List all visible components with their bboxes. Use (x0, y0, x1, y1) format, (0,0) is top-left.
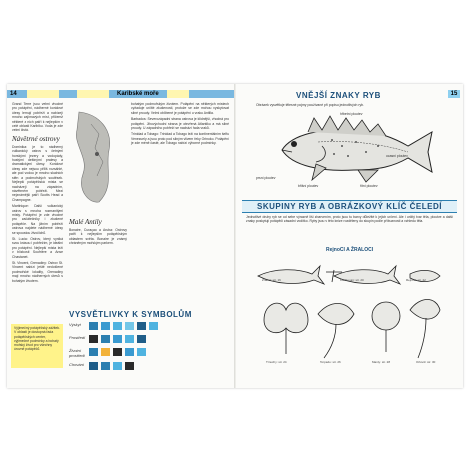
fish-label: břišní ploutev (298, 184, 319, 188)
body-paragraph: Trinidad a Tobago: Trinidad a Tobago leží na kontinentálním šelfu Venezuely a jsou proto pod silným vlivem řeky Orinoko. Potápění je zde méně časté, ale Tobago nabízí výborné podmínky. (131, 132, 229, 146)
legend-symbol-icon (113, 362, 122, 370)
legend-symbol-icon (137, 335, 146, 343)
legend-symbol-icon (101, 348, 110, 356)
legend-box-text: Výjimečný potápěčský zážitek. V oblasti je dostupná řada potápěčských center, výjimečné podmínky a bohatý mořský život pro všechny úrovně potápěčů. (14, 326, 60, 352)
legend-symbol-icon (101, 335, 110, 343)
body-paragraph: Martinique: Další vulkanický ostrov s mnoha rozmanitými místy. Potápění je zde vhodné pro začátečníky i zkušené potápěče. Na jižním pobřeží ostrova najdete nádherné útesy se spoustou živočichů. (12, 204, 63, 235)
left-page-number: 14 (10, 91, 17, 97)
fish-groups-illustrations (254, 254, 444, 364)
legend-symbol-icon (113, 348, 122, 356)
group-caption: Žraloci: str. 16 (262, 278, 281, 282)
section-heading: Návětrné ostrovy (12, 134, 60, 143)
body-paragraph: Grand Terre jsou velmi vhodné pro potápění, nádherné korálové útesy lemují pobřeží a nabízejí mnoho zajímavých míst, přičemž některé z nich patří k nejlepším v celé oblasti Karibiku. Voda je zde velmi čistá. (12, 102, 63, 133)
island-map-illustration (69, 104, 127, 210)
groups-subtitle: RejnoCI A ŽRALOCI (326, 247, 374, 253)
section-title-external-features: VNĚJŠÍ ZNAKY RYB (296, 91, 381, 100)
book-spread (7, 84, 463, 446)
legend-symbol-icon (89, 335, 98, 343)
fish-label: prsní ploutev (256, 176, 276, 180)
group-caption: Torpédo: str. 26 (320, 360, 341, 364)
body-paragraph: St. Vincent, Grenadiny: Ostrov St. Vincent nabízí ještě nedotčené podmořské lokality, Grenadiny mají mnoho nádherných útesů s bohatým životem. (12, 261, 63, 283)
section-title-fish-groups: SKUPINY RYB A OBRÁZKOVÝ KLÍČ ČELEDÍ (242, 200, 457, 213)
group-caption: Trnuchy: str. 24 (266, 360, 287, 364)
legend-symbol-icon (101, 322, 110, 330)
right-page (236, 84, 463, 388)
left-page-header-strip (7, 90, 234, 98)
legend-symbol-icon (101, 362, 110, 370)
body-paragraph: Barbados: Severozápadní strana ostrova je klidnější, vhodná pro potápění. Jihovýchodní strana je otevřená Atlantiku a má silné proudy. U západního pobřeží se nachází řada vraků. (131, 117, 229, 131)
left-text-column-3 (69, 216, 127, 246)
legend-symbol-icon (89, 348, 98, 356)
fish-label: hřbetní ploutev (340, 112, 363, 116)
legend-symbol-icon (113, 322, 122, 330)
body-paragraph: Bonaire, Curaçao a Aruba: Ostrovy patří k nejlepším potápěčským oblastem světa. Bonaire je známý chráněným mořským parkem. (69, 228, 127, 246)
fish-label: ocasní ploutev (386, 154, 408, 158)
legend-symbol-icon (113, 335, 122, 343)
left-text-column-1 (12, 102, 63, 283)
legend-row-label: Výskyt (69, 322, 81, 327)
legend-symbol-icon (89, 322, 98, 330)
legend-yellow-box (11, 324, 63, 368)
group-caption: Orlovití: str. 30 (416, 360, 436, 364)
legend-symbol-icon (125, 335, 134, 343)
right-page-number: 15 (448, 90, 460, 98)
body-paragraph: St. Lucia: Ostrov, který vyniká svou krásou i pobřežím, je ideální pro potápění. Nejlepší místa leží v blízkosti Soufrière a Anse Chastanet. (12, 236, 63, 259)
header-color-block (77, 90, 109, 98)
body-paragraph: bohatým podmořským životem. Potápění na některých místech vyžaduje určité zkušenosti, protože se zde mohou vyskytovat silné proudy. Velmi oblíbené je potápění u vraku Antilla. (131, 102, 229, 115)
section-heading: Malé Antily (69, 218, 102, 226)
legend-symbol-icon (125, 348, 134, 356)
legend-symbol-icon (137, 348, 146, 356)
legend-row-label: Chování (69, 362, 84, 367)
intro-text: Obrázek vysvětluje tělesné pojmy používané při popisu jednotlivých ryb. (256, 103, 364, 107)
legend-title: VYSVĚTLIVKY K SYMBOLŮM (69, 310, 192, 319)
legend-row-label: Životní prostředí (69, 348, 85, 358)
legend-symbol-icon (137, 322, 146, 330)
symbol-legend-table (69, 322, 181, 374)
legend-symbol-icon (125, 322, 134, 330)
running-title: Karibské moře (117, 91, 159, 97)
left-text-column-2 (131, 102, 229, 146)
group-caption: Rejnoci: str. 22 (406, 278, 426, 282)
left-page: 14 Karibské moře Grand Terre jsou velmi vhodné pro potápění, nádherné korálové útesy lemují pobřeží a nabízejí mnoho zajímavých míst, přičemž některé z nich patří k nejlepším v celé oblasti Karibiku. Voda je zde velmi čistá. Návětrné ostrovy Dominika: je to nádherný vulkanický ostrov s četnými horskými jezery a vodopády, hustými deštnými pralesy a dramatickými útesy. Korálové útesy zde nejsou příliš rozsáhlé, ale pod vodou je mnoho skalních stěn a podmořských soutěsek. Nejlepší potápěčská místa se nacházejí na západním, návětrném pobřeží. Mezi nejznámější patří Scotts Head a Champagne. Martinique: Další vulkanický ostrov s mnoha rozmanitými místy. Potápění je zde vhodné pro začátečníky i zkušené potápěče. Na jižním pobřeží ostrova najdete nádherné útesy se spoustou živočichů. St. Lucia: Ostrov, který vyniká svou krásou i pobřežím, je ideální pro potápění. Nejlepší místa leží v blízkosti Soufrière a Anse Chastanet. St. Vincent, Grenadiny: Ostrov St. Vincent nabízí ještě nedotčené podmořské lokality, Grenadiny mají mnoho nádherných útesů s bohatým životem. bohatým podmořským životem. Potápění na některých místech vyžaduje určité zkušenosti, protože se zde mohou vyskytovat silné proudy. Velmi oblíbené je potápění u vraku Antilla. Barbados: Severozápadní strana ostrova je klidnější, vhodná pro potápění. Jihovýchodní strana je otevřená Atlantiku a má silné proudy. U západního pobřeží se nachází řada vraků. Trinidad a Tobago: Trinidad a Tobago leží na kontinentálním šelfu Venezuely a jsou proto pod silným vlivem řeky Orinoko. Potápění je zde méně časté, ale Tobago nabízí výborné podmínky. Malé Antily Bonaire, Curaçao a Aruba: Ostrovy patří k nejlepším potápěčským oblastem světa. Bonaire je známý chráněným mořským parkem. VYSVĚTLIVKY K SYMBOLŮM Výjimečný potápěčský zážitek. V oblasti je dostupná řada potápěčských center, výjimečné podmínky a bohatý mořský život pro všechny úrovně potápěčů. Výskyt Prostředí Životní prostředí Chování SVOJTKA&CO. NAKLADATELSTVÍ (7, 84, 234, 388)
fish-label: řitní ploutev (360, 184, 378, 188)
legend-symbol-icon (149, 322, 158, 330)
legend-row-label: Prostředí (69, 335, 86, 340)
key-description-text: Jednotlivé druhy ryb se od sebe výrazně liší zbarvením, proto jsou tu barvy důležité k jejich určení. Ale i určitý tvar těla, ploutve a další znaky poskytují potápěči zásadní vodítko. Ryby jsou v této knize rozděleny do skupin podle příbuznosti a vzhledu těla. (246, 215, 453, 224)
header-color-block (27, 90, 59, 98)
group-caption: Kladivouni: str. 20 (340, 278, 364, 282)
body-paragraph: Dominika: je to nádherný vulkanický ostrov s četnými horskými jezery a vodopády, hustými deštnými pralesy a dramatickými útesy. Korálové útesy zde nejsou příliš rozsáhlé, ale pod vodou je mnoho skalních stěn a podmořských soutěsek. Nejlepší potápěčská místa se nacházejí na západním, návětrném pobřeží. Mezi nejznámější patří Scotts Head a Champagne. (12, 144, 63, 202)
legend-symbol-icon (125, 362, 134, 370)
group-caption: Manty: str. 28 (372, 360, 391, 364)
header-color-block (167, 90, 189, 98)
legend-symbol-icon (89, 362, 98, 370)
